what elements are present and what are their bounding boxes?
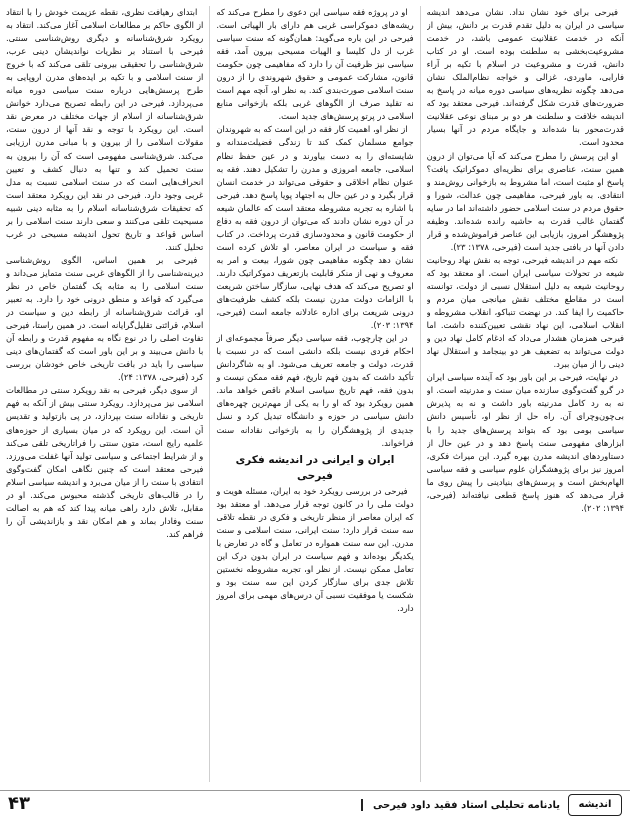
magazine-logo: اندیشه <box>568 794 622 816</box>
paragraph: فیرحی برای خود نشان نداد. نشان می‌دهد اندیشه سیاسی در ایران به دلیل تقدم قدرت بر دانش، بیش از آنکه در خدمت عقلانیت عمومی باشد، در خدمت مشروعیت‌بخشی به سلطنت بوده است. او در کتاب دانش، قدرت و مشروعیت در اسلام با تکیه بر آراء فارابی، ماوردی، غزالی و خواجه نظام‌الملک نشان می‌دهد چگونه نظریه‌های سیاسی دوره میانه در پاسخ به ضرورت‌های قدرت شکل گرفته‌اند. فیرحی معتقد بود که اندیشه خلافت و سلطنت هر دو بر مبنای نوعی عقلانیت قدرت‌محور بنا شده‌اند و جایگاه مردم در آنها بسیار محدود است. <box>426 7 624 148</box>
section-heading: ایران و ایرانی در اندیشه فکری فیرحی <box>235 453 395 482</box>
paragraph: فیرحی در بررسی رویکرد خود به ایران، مسئله هویت و دولت ملی را در کانون توجه قرار می‌دهد. او معتقد بود که ایران معاصر از منظر تاریخی و فکری در نقطه تلاقی سه سنت قرار دارد: سنت ایرانی، سنت اسلامی و سنت مدرن. این سه سنت همواره در تعامل و گاه در تعارض با یکدیگر بوده‌اند و فهم سیاست در ایران بدون درک این تعامل ممکن نیست. از نظر او، تجربه مشروطه نخستین تلاش جدی برای سازگار کردن این سه سنت بود و شکست یا موفقیت نسبی آن درس‌های مهمی برای امروز دارد. <box>216 485 414 614</box>
paragraph: در این چارچوب، فقه سیاسی دیگر صرفاً مجموعه‌ای از احکام فردی نیست بلکه دانشی است که در نسبت با قدرت، دولت و جامعه تعریف می‌شود. او به شاگردانش تأکید داشت که بدون فهم تاریخ، فهم فقه ممکن نیست و بدون فقه، فهم تاریخ سیاسی اسلام ناقص خواهد ماند. همین رویکرد بود که او را به یکی از مهم‌ترین چهره‌های دانش سیاسی در حوزه و دانشگاه تبدیل کرد و نسل جدیدی از پژوهشگران را به بازخوانی نقادانه سنت فراخواند. <box>216 333 414 448</box>
paragraph: او این پرسش را مطرح می‌کند که آیا می‌توان از درون همین سنت، عناصری برای نظریه‌ای دموکراتیک یافت؟ پاسخ او مثبت است، اما مشروط به بازخوانی روش‌مند و انتقادی. به باور فیرحی، مفاهیمی چون عدالت، شورا و حقوق مردم در سنت اسلامی حضور داشته‌اند اما در سایه گفتمان غالب قدرت به حاشیه رانده شده‌اند. وظیفه پژوهشگر امروز، بازیابی این عناصر فراموش‌شده و قرار دادن آنها در بافتی جدید است (فیرحی، ۱۳۷۸: ۲۳). <box>426 150 624 252</box>
paragraph: او در پروژه فقه سیاسی این دعوی را مطرح می‌کند که ریشه‌های دموکراسی غربی هم دارای بار الهیاتی است. فیرحی در این باره می‌گوید: همان‌گونه که سنت سیاسی غرب از دل کلیسا و الهیات مسیحی بیرون آمد، فقه سیاسی نیز ظرفیت آن را دارد که مفاهیمی چون حکومت قانون، مشارکت عمومی و حقوق شهروندی را از درون سنت اسلامی صورت‌بندی کند. به نظر او، آنچه مهم است نه تقلید صرف از الگوهای غربی بلکه بازخوانی منابع اسلامی در پرتو پرسش‌های جدید است. <box>216 7 414 122</box>
page-number: ۴۳ <box>8 793 30 814</box>
column-middle <box>216 6 413 782</box>
column-divider <box>420 6 421 782</box>
text-columns <box>6 6 624 782</box>
paragraph: فیرحی بر همین اساس، الگوی روش‌شناسی دیرینه‌شناسی را از الگوهای غربی سنت متمایز می‌داند و سنت اسلامی را به مثابه یک گفتمان خاص در نظر می‌گیرد که قواعد و منطق درونی خود را دارد. به تعبیر او، قرائت شرق‌شناسانه از رابطه دین و سیاست در اسلام، قرائتی تقلیل‌گرایانه است. در همین راستا، فیرحی تفاوت اصلی را در نوع نگاه به مفهوم قدرت و رابطه آن با دانش می‌بیند و بر این باور است که گفتمان‌های دینی سیاسی را باید در بافت تاریخی خاص خودشان بررسی کرد (فیرحی، ۱۳۷۸: ۲۴). <box>6 254 204 383</box>
paragraph: از سوی دیگر، فیرحی به نقد رویکرد سنتی در مطالعات اسلامی نیز می‌پردازد. رویکرد سنتی بیش از آنکه به فهم تاریخی و نقادانه سنت بپردازد، در پی بازتولید و تقدیس آن است. این رویکرد که در میان بسیاری از حوزه‌های علمیه رایج است، متون سنتی را فراتاریخی تلقی می‌کند و از شرایط اجتماعی و سیاسی تولید آنها غفلت می‌ورزد. فیرحی معتقد است که چنین نگاهی امکان گفت‌وگوی انتقادی با سنت را از میان می‌برد و اندیشه سیاسی اسلام را در قالب‌های تاریخی گذشته محبوس می‌کند. او در مقابل، تلاش دارد راهی میانه پیدا کند که هم به اصالت سنت وفادار بماند و هم امکان نقد و بازاندیشی آن را فراهم کند. <box>6 385 204 539</box>
paragraph: از نظر او، اهمیت کار فقه در این است که به شهروندان جوامع مسلمان کمک کند تا زندگی فضیلت‌مندانه و شایسته‌ای را به دست بیاورند و در عین حفظ نظام اسلامی، جامعه امروزی و مدرن را تشکیل دهند. فقه به عنوان نظام اخلاقی و حقوقی می‌تواند در خدمت انسان قرار بگیرد و در عین حال به اجتهاد پویا پاسخ دهد. فیرحی با اشاره به تجربه مشروطه معتقد است که عالمان شیعه در آن دوره نشان دادند که می‌توان از درون فقه به دفاع از حکومت قانون و محدودسازی قدرت پرداخت. در کتاب فقه و سیاست در ایران معاصر، او تلاش کرده است نشان دهد چگونه مفاهیمی چون شورا، بیعت و امر به معروف و نهی از منکر قابلیت بازتعریف دموکراتیک دارند. او تصریح می‌کند که هدف نهایی، سازگار ساختن شریعت با الزامات دولت مدرن نیست بلکه کشف ظرفیت‌های درونی شریعت برای اداره عادلانه جامعه است (فیرحی، ۱۳۹۴: ۲۰۳). <box>216 124 414 331</box>
footer-separator <box>361 799 363 811</box>
issue-title <box>355 799 560 811</box>
page-footer <box>0 790 630 821</box>
paragraph: در نهایت، فیرحی بر این باور بود که آینده سیاسی ایران در گرو گفت‌وگوی سازنده میان سنت و مدرنیته است. او نه به رد کامل مدرنیته باور داشت و نه به پذیرش بی‌چون‌وچرای آن. راه حل از نظر او، تأسیس دانش سیاسی بومی بود که بتواند پرسش‌های جدید را با ابزارهای مفهومی سنت پاسخ دهد و در عین حال از دستاوردهای اندیشه مدرن بهره گیرد. این میراث فکری، امروز نیز برای پژوهشگران علوم سیاسی و فقه سیاسی الهام‌بخش است و پرسش‌های بنیادینی را پیش روی ما قرار می‌دهد که هنوز پاسخ قطعی نیافته‌اند (فیرحی، ۱۳۹۴: ۲۰۲). <box>426 372 624 513</box>
column-left <box>6 6 203 782</box>
issue-title-text: یادنامه تحلیلی استاد فقید داود فیرحی <box>372 800 560 811</box>
paragraph: نکته مهم در اندیشه فیرحی، توجه به نقش نهاد روحانیت شیعه در تحولات سیاسی ایران است. او معتقد بود که روحانیت شیعه به دلیل استقلال نسبی از دولت، توانسته است در مقاطع مختلف نقش میانجی میان مردم و حاکمیت را ایفا کند. در نهضت تنباکو، انقلاب مشروطه و انقلاب اسلامی، این نهاد نقشی تعیین‌کننده داشت. اما فیرحی همزمان هشدار می‌داد که ادغام کامل نهاد دین و دولت می‌تواند به تضعیف هر دو بینجامد و استقلال نهاد دینی را از میان ببرد. <box>426 254 624 370</box>
column-right <box>427 6 624 782</box>
column-divider <box>209 6 210 782</box>
paragraph: ابتدای رهیافت نظری، نقطه عزیمت خودش را با انتقاد از الگوی حاکم بر مطالعات اسلامی آغاز می‌کند. انتقاد به رویکرد شرق‌شناسانه و دیگری روش‌شناسی سنتی. فیرحی با استناد بر نظریات نواندیشان دینی عرب، شرق‌شناسی را تحقیقی بیرونی تلقی می‌کند که با خروج از سنت اسلامی و با تکیه بر ایده‌های مدرن اروپایی به طرح پرسش‌هایی درباره سنت سیاسی دوره میانه می‌پردازد. فیرحی در این رابطه تصریح می‌دارد خوانش شرق‌شناسانه از اسلام از جهات مختلف در معرض نقد است. این رویکرد با توجه و نقد آنها از درون سنت، مقولات اسلامی را از بیرون و با مبانی مدرن ارزیابی می‌کند. شرق‌شناسی مفهومی است که آن را بیرون به سنت تحمیل کند و تنها به دنبال کشف و تعیین انحراف‌هایی است که در سنت اسلامی نسبت به مدل غربی وجود دارد. فیرحی در نقد این رویکرد معتقد است که تحقیقات شرق‌شناسانه اسلام را به مثابه دینی شبیه مسیحیت تلقی می‌کنند و سعی دارند سنت اسلامی را بر اساس قواعد و تاریخ تحول اندیشه مسیحی در غرب تحلیل کنند. <box>6 7 204 252</box>
